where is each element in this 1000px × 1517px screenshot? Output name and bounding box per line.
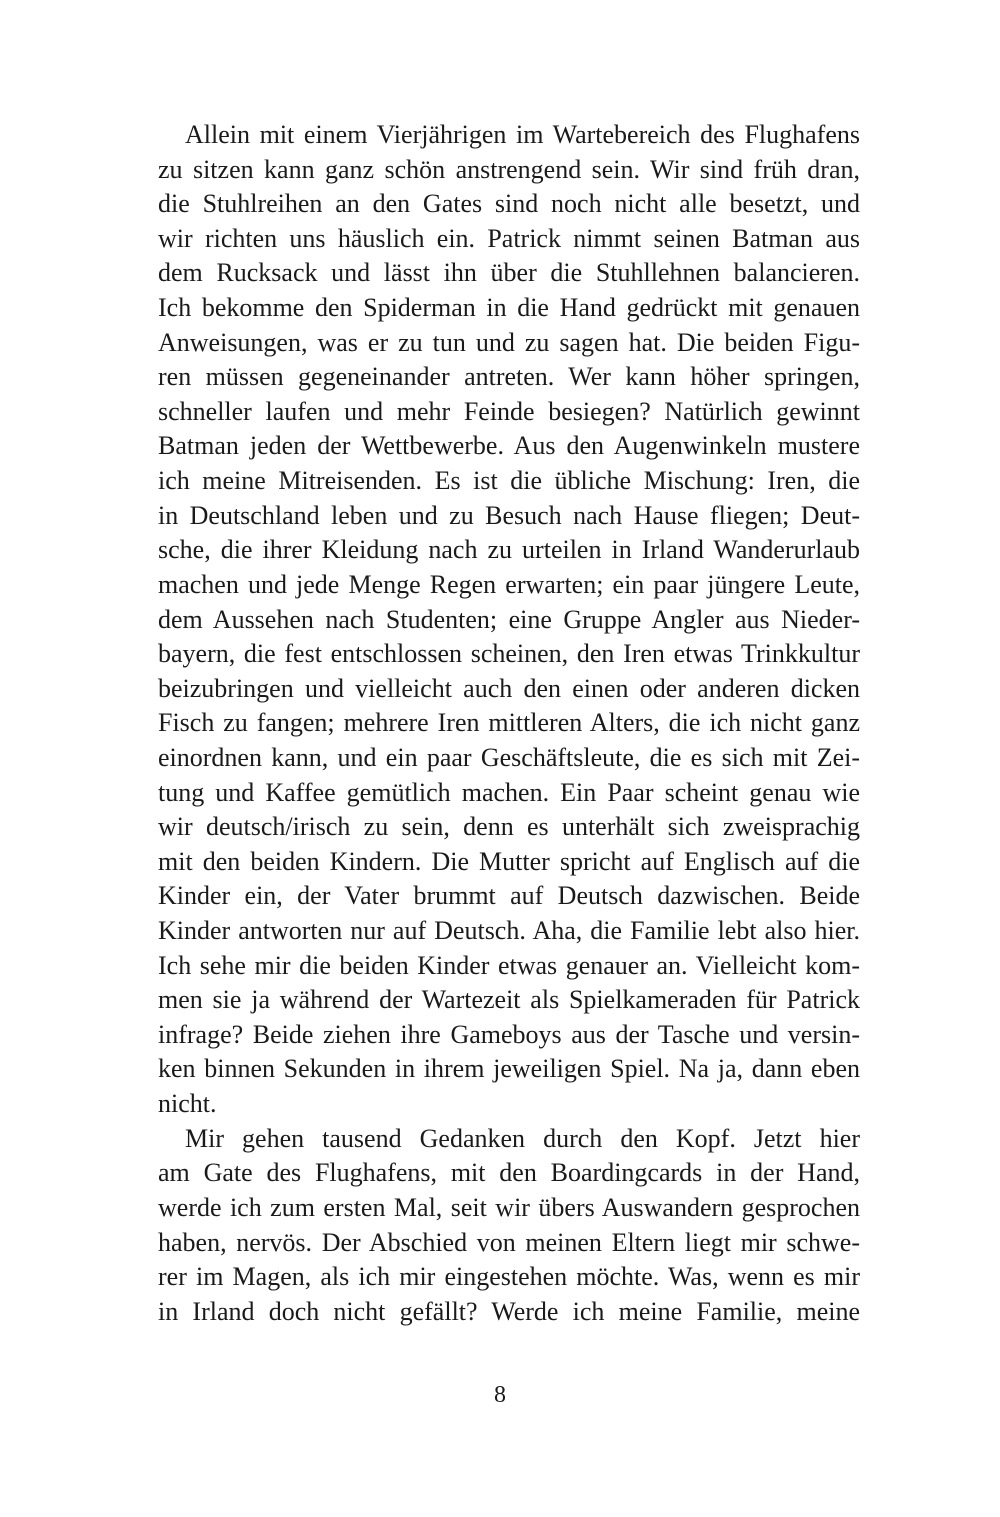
text-line: Allein mit einem Vierjährigen im Wartebereich des Flughafens	[185, 120, 860, 149]
text-line: Ich sehe mir die beiden Kinder etwas genauer an. Vielleicht kom-	[158, 950, 860, 980]
text-line: schneller laufen und mehr Feinde besiegen? Natürlich gewinnt	[158, 396, 860, 426]
text-line: rer im Magen, als ich mir eingestehen möchte. Was, wenn es mir	[158, 1262, 860, 1292]
text-line: ich meine Mitreisenden. Es ist die übliche Mischung: Iren, die	[158, 466, 860, 496]
text-line: in Irland doch nicht gefällt? Werde ich meine Familie, meine	[158, 1296, 860, 1326]
text-line: dem Aussehen nach Studenten; eine Gruppe Angler aus Nieder-	[158, 604, 860, 634]
text-line: ken binnen Sekunden in ihrem jeweiligen Spiel. Na ja, dann eben	[158, 1054, 860, 1084]
text-line: die Stuhlreihen an den Gates sind noch nicht alle besetzt, und	[158, 189, 860, 219]
text-line: bayern, die fest entschlossen scheinen, den Iren etwas Trinkkultur	[158, 639, 860, 669]
text-line: beizubringen und vielleicht auch den einen oder anderen dicken	[158, 673, 860, 703]
text-line: Batman jeden der Wettbewerbe. Aus den Augenwinkeln mustere	[158, 431, 860, 461]
text-line: infrage? Beide ziehen ihre Gameboys aus der Tasche und versin-	[158, 1019, 860, 1049]
text-line: nicht.	[158, 1089, 217, 1119]
text-line: Fisch zu fangen; mehrere Iren mittleren Alters, die ich nicht ganz	[158, 708, 860, 738]
text-line: ren müssen gegeneinander antreten. Wer kann höher springen,	[158, 362, 860, 392]
text-line: machen und jede Menge Regen erwarten; ein paar jüngere Leute,	[158, 569, 860, 599]
text-line: haben, nervös. Der Abschied von meinen Eltern liegt mir schwe-	[158, 1227, 860, 1257]
text-line: zu sitzen kann ganz schön anstrengend sein. Wir sind früh dran,	[158, 154, 860, 184]
text-line: Kinder ein, der Vater brummt auf Deutsch dazwischen. Beide	[158, 881, 860, 911]
text-line: men sie ja während der Wartezeit als Spielkameraden für Patrick	[158, 985, 860, 1015]
text-line: werde ich zum ersten Mal, seit wir übers Auswandern gesprochen	[158, 1192, 860, 1222]
text-line: sche, die ihrer Kleidung nach zu urteilen in Irland Wanderurlaub	[158, 535, 860, 565]
text-line: wir deutsch/irisch zu sein, denn es unterhält sich zweisprachig	[158, 812, 860, 842]
text-line: Ich bekomme den Spiderman in die Hand gedrückt mit genauen	[158, 293, 860, 323]
text-line: einordnen kann, und ein paar Geschäftsleute, die es sich mit Zei-	[158, 742, 860, 772]
text-line: in Deutschland leben und zu Besuch nach Hause fliegen; Deut-	[158, 500, 860, 530]
page-number: 8	[494, 1382, 506, 1408]
text-line: dem Rucksack und lässt ihn über die Stuhllehnen balancieren.	[158, 258, 860, 288]
text-line: Kinder antworten nur auf Deutsch. Aha, die Familie lebt also hier.	[158, 916, 860, 946]
text-line: Anweisungen, was er zu tun und zu sagen hat. Die beiden Figu-	[158, 327, 860, 357]
body-text	[158, 118, 860, 1329]
text-line: tung und Kaffee gemütlich machen. Ein Paar scheint genau wie	[158, 777, 860, 807]
text-line: Mir gehen tausend Gedanken durch den Kopf. Jetzt hier	[185, 1123, 860, 1153]
text-line: wir richten uns häuslich ein. Patrick nimmt seinen Batman aus	[158, 223, 860, 253]
text-line: am Gate des Flughafens, mit den Boardingcards in der Hand,	[158, 1158, 860, 1188]
text-line: mit den beiden Kindern. Die Mutter spricht auf Englisch auf die	[158, 846, 860, 876]
